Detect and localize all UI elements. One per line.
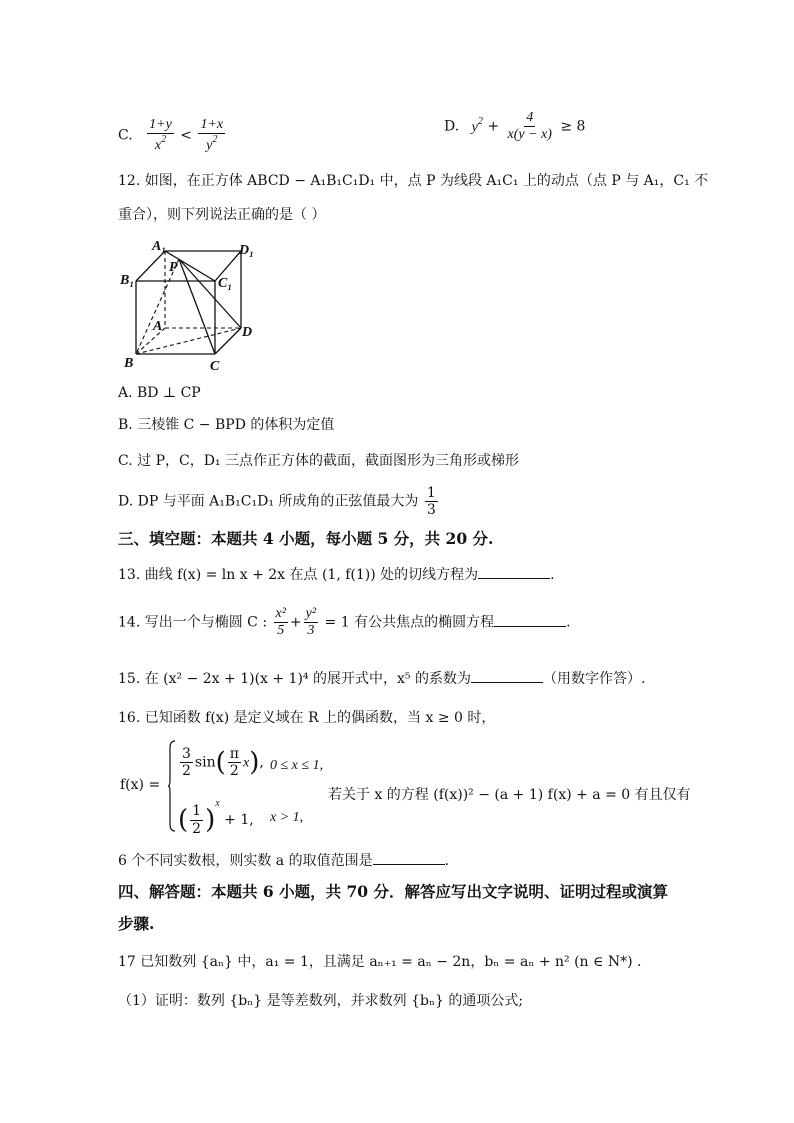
- q16-end: .: [444, 853, 450, 869]
- q16-case1-cond: 0 ≤ x ≤ 1,: [270, 758, 324, 773]
- option-d-plus: +: [487, 118, 500, 135]
- q16-case1-x: x: [242, 755, 250, 771]
- fig-label-a: A: [153, 319, 163, 334]
- fig-label-d1: D₁: [239, 243, 254, 258]
- q13: [118, 566, 555, 584]
- q14-blank: [494, 614, 566, 627]
- q16-case2: ( $\frac{1}{2}$ )$^x$ + 1,: [178, 798, 254, 837]
- section-3-heading: 三、填空题：本题共 4 小题，每小题 5 分，共 20 分.: [118, 529, 494, 548]
- q16-case1-pi: [228, 746, 241, 779]
- q15: [118, 670, 645, 688]
- q16-case2-exp: x: [215, 798, 220, 809]
- q16-fx: f(x) =: [120, 777, 161, 793]
- q16-case1-pi-num: π: [229, 746, 239, 762]
- option-c-right-fraction: $\frac{1+x}{y^2}$: [200, 117, 224, 154]
- q12-option-c: C. 过 P，C，D₁ 三点作正方体的截面，截面图形为三角形或梯形: [118, 453, 519, 469]
- option-d-rel: ≥ 8: [560, 118, 586, 135]
- q16-blank: [373, 852, 445, 865]
- option-c-left-num: 1+y: [147, 117, 174, 134]
- q14-n1: x²: [274, 606, 288, 623]
- q14-post: = 1 有公共焦点的椭圆方程: [324, 614, 495, 631]
- option-d: D. $y^2$ + $\frac{4}{x(y - x)}$ ≥ 8: [444, 110, 586, 143]
- q15-blank: [471, 670, 543, 683]
- option-c-label: C.: [118, 127, 133, 144]
- q16-line1: 16. 已知函数 f(x) 是定义域在 R 上的偶函数，当 x ≥ 0 时，: [118, 710, 496, 726]
- option-c-left-den: x: [154, 138, 162, 154]
- q17-part1: （1）证明：数列 {bₙ} 是等差数列，并求数列 {bₙ} 的通项公式;: [118, 993, 524, 1009]
- q15-text: 15. 在 (x² − 2x + 1)(x + 1)⁴ 的展开式中，x⁵ 的系数为: [118, 671, 471, 687]
- fig-label-c1: C₁: [218, 276, 233, 291]
- option-d-lead: y: [471, 119, 478, 135]
- q12-option-b: B. 三棱锥 C − BPD 的体积为定值: [118, 417, 335, 433]
- fig-label-b1: B₁: [120, 273, 135, 288]
- q14-pre: 14. 写出一个与椭圆 C :: [118, 614, 268, 631]
- q12-option-d-text: D. DP 与平面 A₁B₁C₁D₁ 所成角的正弦值最大为: [118, 493, 419, 510]
- option-d-fraction: [506, 110, 554, 143]
- q12-option-d-fraction: [425, 485, 438, 518]
- section-4-heading-line1: 四、解答题：本题共 6 小题，共 70 分．解答应写出文字说明、证明过程或演算: [118, 882, 668, 901]
- q16-line3: [118, 852, 449, 870]
- q16-case1-coef: [180, 746, 193, 779]
- q16-case1: $\frac{3}{2}$ sin( $\frac{\pi}{2}$ x),: [182, 746, 264, 780]
- option-c-right-den: y: [206, 138, 213, 154]
- q14-frac2: [304, 606, 318, 639]
- q14-n2: y²: [304, 606, 318, 623]
- fig-label-b: B: [124, 356, 134, 371]
- fig-label-c: C: [210, 359, 220, 374]
- q17: 17 已知数列 {aₙ} 中，a₁ = 1，且满足 aₙ₊₁ = aₙ − 2n，bₙ = aₙ + n² (n ∈ N*) .: [118, 954, 642, 970]
- q12-option-d-den: 3: [426, 502, 436, 519]
- q14: [118, 606, 571, 639]
- option-d-label: D.: [444, 118, 460, 135]
- section-4-heading-line2: 步骤.: [118, 914, 155, 933]
- fig-label-a1: A₁: [152, 239, 167, 254]
- q16-line3-text: 6 个不同实数根，则实数 a 的取值范围是: [118, 853, 373, 869]
- option-c-rel: <: [180, 127, 192, 144]
- cube-figure: [118, 238, 268, 374]
- q12-option-d-num: 1: [426, 485, 436, 501]
- q16-right: 若关于 x 的方程 (f(x))² − (a + 1) f(x) + a = 0 有且仅有: [328, 787, 691, 803]
- fig-label-p: P: [169, 260, 178, 275]
- q16-case2-cond: x > 1,: [270, 810, 304, 825]
- q15-end: （用数字作答）.: [542, 671, 646, 687]
- q12-line1: 12. 如图，在正方体 ABCD − A₁B₁C₁D₁ 中，点 P 为线段 A₁C₁ 上的动点（点 P 与 A₁，C₁ 不: [118, 173, 709, 189]
- q14-d2: 3: [307, 623, 315, 639]
- q12-option-d: [118, 485, 440, 518]
- q16-case1-coef-num: 3: [182, 746, 191, 762]
- q13-text: 13. 曲线 f(x) = ln x + 2x 在点 (1, f(1)) 处的切线方程为: [118, 567, 479, 583]
- q16-case2-rest: + 1,: [224, 812, 254, 828]
- q14-d1: 5: [277, 623, 285, 639]
- option-d-num: 4: [524, 110, 535, 127]
- q16-case1-pi-den: 2: [229, 763, 239, 780]
- q14-frac1: [274, 606, 288, 639]
- q14-end: .: [566, 614, 571, 631]
- q16-case2-num: 1: [192, 803, 202, 820]
- q12-option-a: A. BD ⊥ CP: [118, 385, 201, 401]
- q13-blank: [478, 566, 550, 579]
- q16-case1-sin: sin: [194, 754, 216, 771]
- q16-brace: [168, 740, 176, 832]
- option-c-right-num: 1+x: [198, 117, 225, 134]
- q16-case1-coef-den: 2: [182, 763, 191, 780]
- q12-line2: 重合），则下列说法正确的是（ ）: [118, 207, 326, 223]
- option-c-left-fraction: $\frac{1+y}{x^2}$: [149, 117, 172, 154]
- option-c: [118, 117, 227, 154]
- q13-end: .: [550, 567, 555, 583]
- fig-label-d: D: [242, 325, 253, 340]
- q14-plus: +: [289, 614, 302, 631]
- option-d-den: x(y − x): [507, 127, 552, 143]
- q16-case2-frac: [190, 803, 203, 836]
- q16-case2-den: 2: [192, 820, 202, 837]
